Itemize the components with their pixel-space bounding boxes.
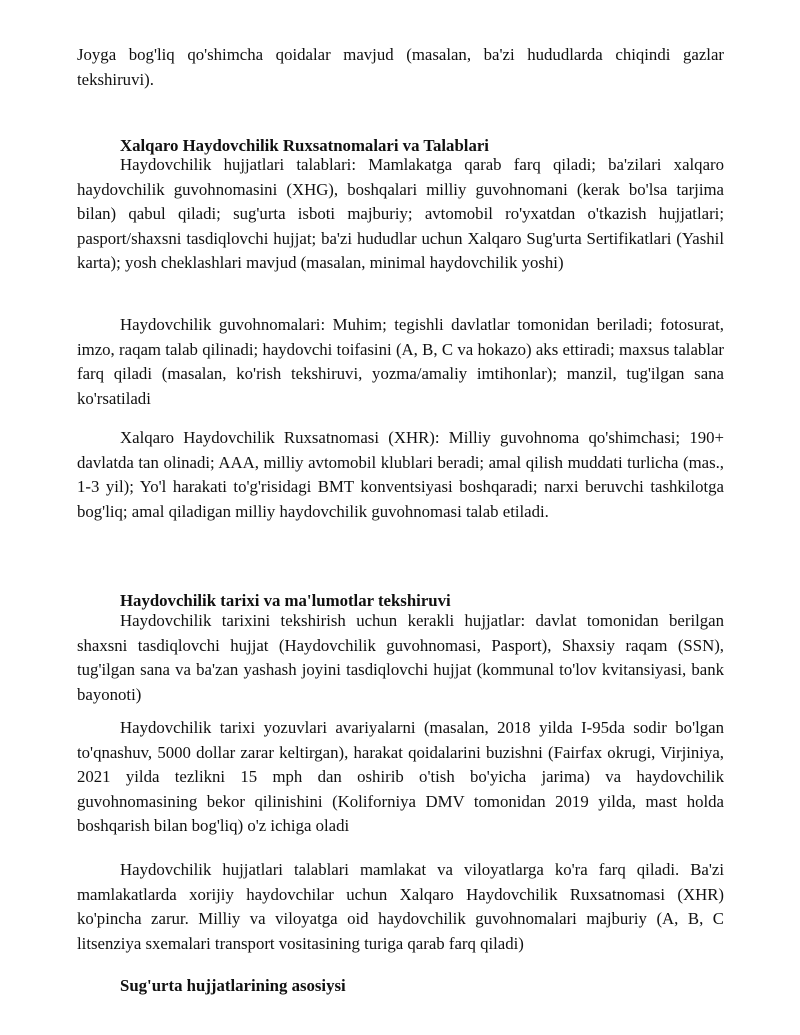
paragraph-international-driving-permit: Xalqaro Haydovchilik Ruxsatnomasi (XHR): Milliy guvohnoma qo'shimchasi; 190+ davlatda tan olinadi; AAA, milliy avtomobil klublari beradi; amal qilish muddati turlicha (mas., 1-3 yil); Yo'l harakati to'g'risidagi BMT konventsiyasi boshqaradi; narxi beruvchi tashkilotga bog'liq; amal qiladigan milliy haydovchilik guvohnomasi talab etiladi.	[77, 428, 724, 521]
paragraph-history-check-documents: Haydovchilik tarixini tekshirish uchun kerakli hujjatlar: davlat tomonidan berilgan shaxsni tasdiqlovchi hujjat (Haydovchilik guvohnomasi, Pasport), Shaxsiy raqam (SSN), tug'ilgan sana va ba'zan yashash joyini tasdiqlovchi hujjat (kommunal to'lov kvitansiyasi, bank bayonoti)	[77, 611, 724, 704]
section-heading-insurance-documents: Sug'urta hujjatlarining asosiysi	[120, 976, 346, 995]
paragraph-driving-documents-requirements: Haydovchilik hujjatlari talablari: Mamlakatga qarab farq qiladi; ba'zilari xalqaro haydovchilik guvohnomasini (XHG), boshqalari milliy guvohnomani (kerak bo'lsa tarjima bilan) qabul qiladi; sug'urta isboti majburiy; avtomobil ro'yxatdan o'tkazish hujjatlari; pasport/shaxsni tasdiqlovchi hujjat; ba'zi hududlar uchun Xalqaro Sug'urta Sertifikatlari (Yashil karta); yosh cheklashlari mavjud (masalan, minimal haydovchilik yoshi)	[77, 155, 724, 273]
paragraph-country-requirements: Haydovchilik hujjatlari talablari mamlakat va viloyatlarga ko'ra farq qiladi. Ba'zi mamlakatlarda xorijiy haydovchilar uchun Xalqaro Haydovchilik Ruxsatnomasi (XHR) ko'pincha zarur. Milliy va viloyatga oid haydovchilik guvohnomalari majburiy (A, B, C litsenziya sxemalari transport vositasining turiga qarab farq qiladi)	[77, 860, 724, 953]
section-heading-international-permits: Xalqaro Haydovchilik Ruxsatnomalari va Talablari	[120, 136, 489, 155]
paragraph-driving-licenses: Haydovchilik guvohnomalari: Muhim; tegishli davlatlar tomonidan beriladi; fotosurat, imzo, raqam talab qilinadi; haydovchi toifasini (A, B, C va hokazo) aks ettiradi; maxsus talablar farq qiladi (masalan, ko'rish tekshiruvi, yozma/amaliy imtihonlar); manzil, tug'ilgan sana ko'rsatiladi	[77, 315, 724, 408]
paragraph-history-records: Haydovchilik tarixi yozuvlari avariyalarni (masalan, 2018 yilda I-95da sodir bo'lgan to'qnashuv, 5000 dollar zarar keltirgan), harakat qoidalarini buzishni (Fairfax okrugi, Virjiniya, 2021 yilda tezlikni 15 mph dan oshirib o'tish bo'yicha jarima) va haydovchilik guvohnomasining bekor qilinishini (Koliforniya DMV tomonidan 2019 yilda, mast holda boshqarish bilan bog'liq) o'z ichiga oladi	[77, 718, 724, 836]
section-heading-driving-history: Haydovchilik tarixi va ma'lumotlar tekshiruvi	[120, 591, 451, 610]
paragraph-continuation: Joyga bog'liq qo'shimcha qoidalar mavjud (masalan, ba'zi hududlarda chiqindi gazlar tekshiruvi).	[77, 45, 724, 89]
